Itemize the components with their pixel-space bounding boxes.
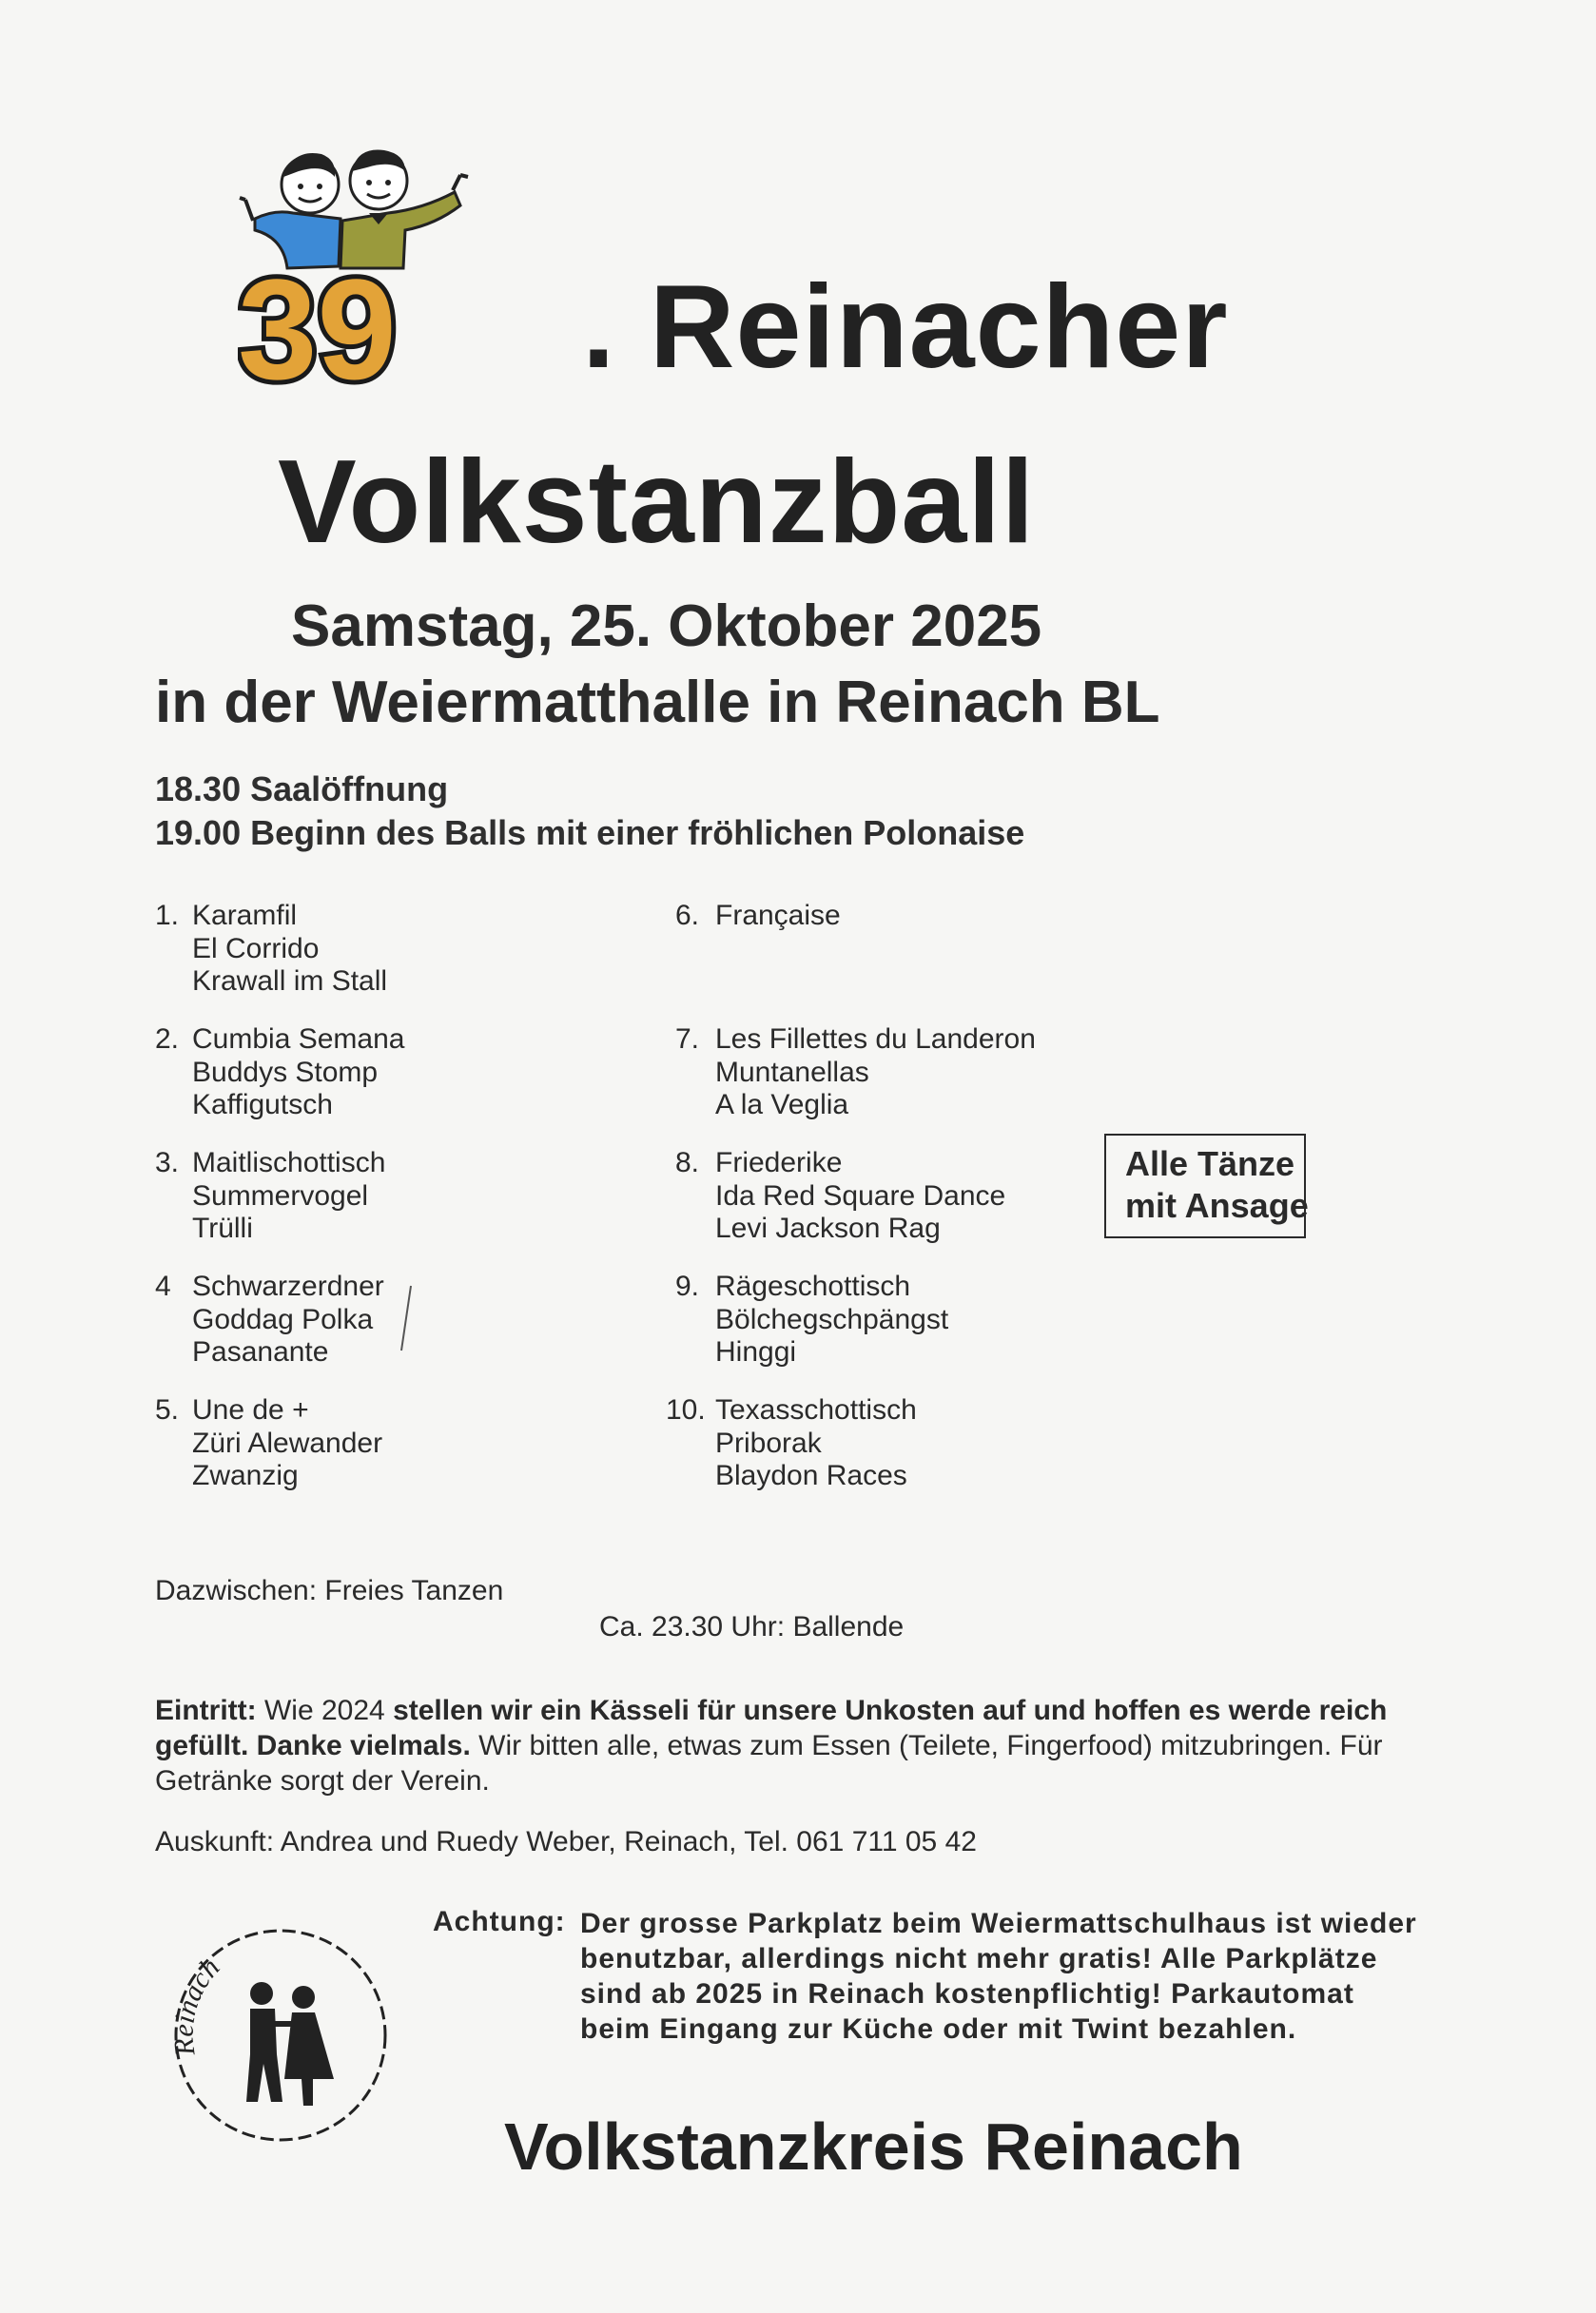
dance-name: Trülli [192, 1213, 253, 1244]
dance-name: Zwanzig [192, 1460, 299, 1491]
club-seal [157, 1912, 404, 2159]
announcement-line-2: mit Ansage [1125, 1186, 1309, 1225]
dance-name: Buddys Stomp [192, 1056, 379, 1088]
dance-name: Une de + [192, 1394, 309, 1426]
dance-group-3 [155, 1147, 516, 1252]
dance-group-8 [666, 1147, 1084, 1252]
schedule-opening: 18.30 Saalöffnung [155, 769, 449, 808]
title-line-2: Volkstanzball [278, 437, 1036, 568]
dance-name: Schwarzerdner [192, 1271, 384, 1302]
dance-number: 2. [155, 1023, 180, 1055]
dance-group-5 [155, 1394, 516, 1499]
dance-number: 10. [666, 1394, 706, 1426]
entry-text-2: stellen wir ein Kässeli für unsere Unkosten auf und hoffen es werde reich gefüllt. Danke vielmals. [155, 1695, 1388, 1761]
dance-number: 6. [675, 900, 700, 931]
dance-name: Maitlischottisch [192, 1147, 386, 1178]
dance-number: 3. [155, 1147, 180, 1178]
dance-group-7 [666, 1023, 1084, 1128]
dance-name: Priborak [715, 1427, 822, 1459]
event-venue: in der Weiermatthalle in Reinach BL [155, 670, 1160, 735]
entry-paragraph [155, 1693, 1468, 1798]
entry-text-1: Wie 2024 [256, 1695, 394, 1726]
dance-number: 5. [155, 1394, 180, 1426]
pen-mark [398, 1282, 417, 1358]
event-date: Samstag, 25. Oktober 2025 [291, 593, 1042, 659]
end-time: Ca. 23.30 Uhr: Ballende [599, 1611, 905, 1642]
dance-group-9 [666, 1271, 1084, 1375]
dance-name: Karamfil [192, 900, 298, 931]
dance-number: 9. [675, 1271, 700, 1302]
dance-group-2 [155, 1023, 516, 1128]
entry-text-3: Wir bitten alle, etwas zum Essen (Teilete, Fingerfood) mitzubringen. Für Getränke sorgt der Verein. [155, 1730, 1383, 1797]
dance-name: Rägeschottisch [715, 1271, 911, 1302]
dance-name: Les Fillettes du Landeron [715, 1023, 1036, 1055]
dance-name: Züri Alewander [192, 1427, 383, 1459]
dance-name: El Corrido [192, 932, 320, 964]
schedule-start: 19.00 Beginn des Balls mit einer fröhlichen Polonaise [155, 813, 1025, 852]
entry-label: Eintritt: [155, 1695, 257, 1726]
dance-number: 1. [155, 900, 180, 931]
seal-text: Reinach [167, 1952, 226, 2058]
number-39-graphic [238, 266, 471, 390]
dance-group-4 [155, 1271, 516, 1375]
dance-name: Bölchegschpängst [715, 1303, 949, 1335]
title-line-1: . Reinacher [582, 262, 1229, 393]
announcement-box [1104, 1134, 1309, 1238]
dance-name: Hinggi [715, 1336, 797, 1368]
dance-name: Krawall im Stall [192, 965, 388, 997]
dance-name: Française [715, 900, 841, 931]
dance-name: Summervogel [192, 1179, 369, 1212]
announcement-line-1: Alle Tänze [1125, 1144, 1295, 1183]
contact-info: Auskunft: Andrea und Ruedy Weber, Reinach, Tel. 061 711 05 42 [155, 1826, 977, 1857]
dance-name: Cumbia Semana [192, 1023, 405, 1055]
between-note: Dazwischen: Freies Tanzen [155, 1575, 504, 1606]
dance-name: Friederike [715, 1147, 843, 1178]
dance-name: Blaydon Races [715, 1460, 907, 1491]
dance-number: 8. [675, 1147, 700, 1178]
dance-name: Pasanante [192, 1336, 329, 1368]
dance-group-6 [666, 900, 1084, 1004]
dance-name: Texasschottisch [715, 1394, 917, 1426]
dance-name: Goddag Polka [192, 1303, 374, 1335]
dance-name: Levi Jackson Rag [715, 1213, 941, 1244]
dance-name: A la Veglia [715, 1089, 849, 1120]
logo-number: 39 [238, 266, 397, 390]
dance-group-10 [666, 1394, 1084, 1499]
dance-number: 7. [675, 1023, 700, 1055]
dance-number: 4 [155, 1271, 171, 1302]
dance-name: Ida Red Square Dance [715, 1179, 1006, 1212]
organizer-name: Volkstanzkreis Reinach [504, 2109, 1243, 2184]
dance-name: Kaffigutsch [192, 1089, 333, 1120]
warning-text: Der grosse Parkplatz beim Weiermattschulhaus ist wieder benutzbar, allerdings nicht mehr gratis! Alle Parkplätze sind ab 2025 in Reinach kostenpflichtig! Parkautomat beim Eingang zur Küche oder mit Twint bezahlen. [580, 1908, 1417, 2045]
dance-name: Muntanellas [715, 1056, 869, 1088]
dance-group-1 [155, 900, 516, 1004]
warning-label: Achtung: [433, 1906, 566, 1937]
